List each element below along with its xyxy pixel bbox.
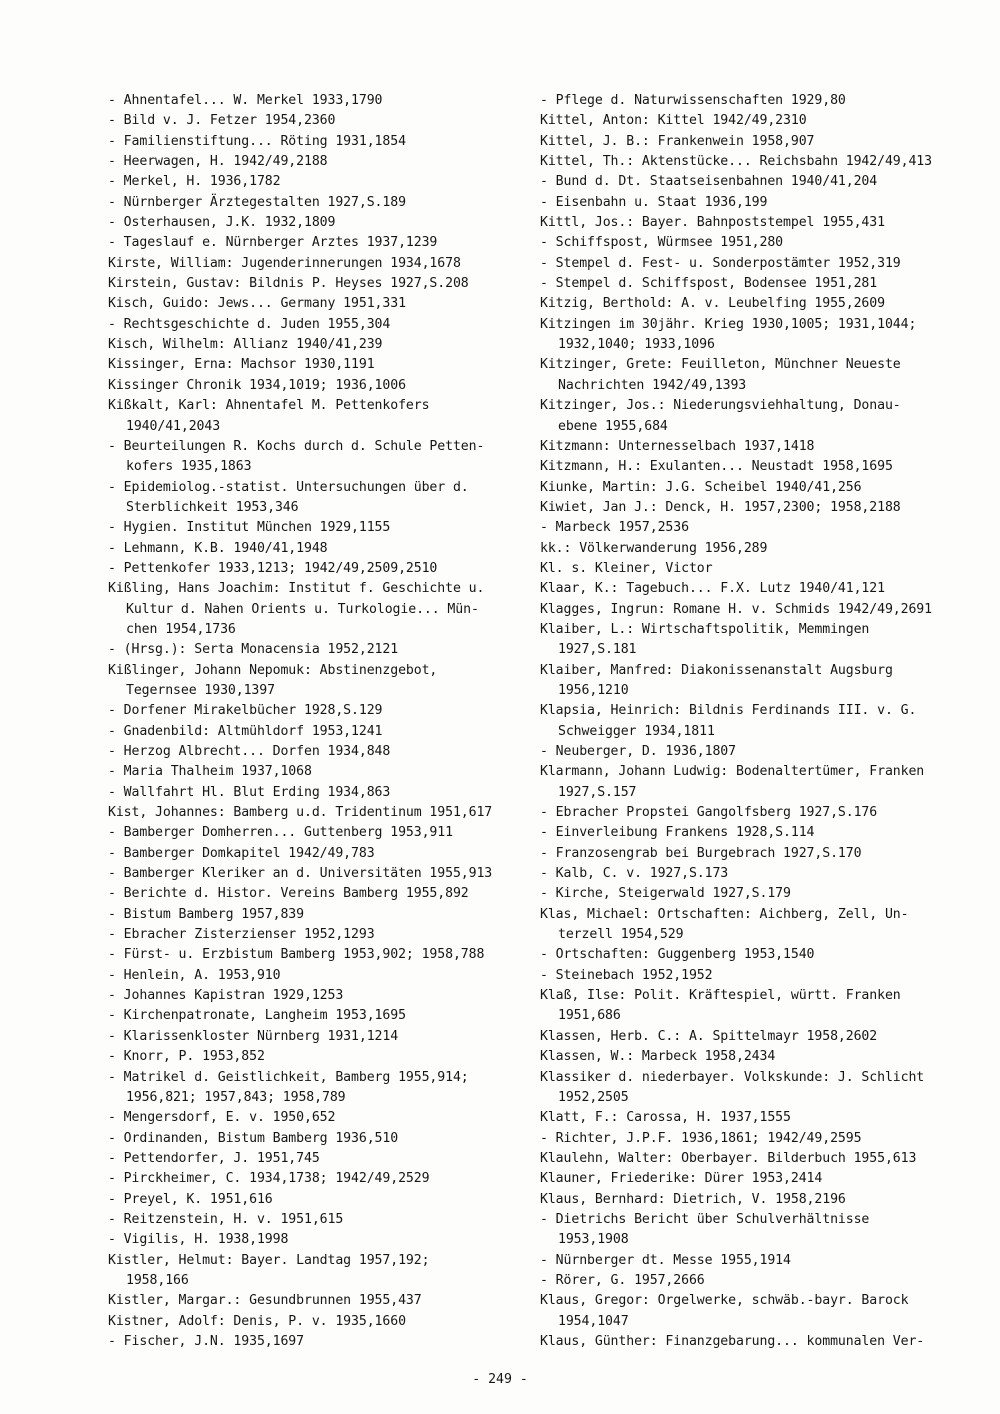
index-entry-continuation: kofers 1935,1863 [126,459,252,475]
index-entry [108,925,523,945]
index-entry-text: - Kirchenpatronate, Langheim 1953,1695 [108,1008,406,1024]
index-entry-text: - Eisenbahn u. Staat 1936,199 [540,194,768,210]
index-entry-text: Klassen, Herb. C.: A. Spittelmayr 1958,2602 [540,1028,878,1044]
index-entry-text: Klaiber, L.: Wirtschaftspolitik, Memmingen [540,621,870,637]
index-entry-text: Kißling, Hans Joachim: Institut f. Geschichte u. [108,581,485,597]
index-entry-text: - Rörer, G. 1957,2666 [540,1272,705,1288]
index-entry [540,91,980,111]
index-entry-text: - Fischer, J.N. 1935,1697 [108,1333,304,1349]
index-entry [540,539,980,559]
index-entry-text: - Preyel, K. 1951,616 [108,1191,273,1207]
index-entry [108,1169,523,1189]
index-entry [108,1108,523,1128]
index-entry-text: Klaus, Bernhard: Dietrich, V. 1958,2196 [540,1191,846,1207]
index-entry-continuation: Nachrichten 1942/49,1393 [558,377,747,393]
index-entry-text: Klatt, F.: Carossa, H. 1937,1555 [540,1110,791,1126]
index-entry-text: Kirstein, Gustav: Bildnis P. Heyses 1927,S.208 [108,276,469,292]
index-entry [108,376,523,396]
index-entry-text: Klagges, Ingrun: Romane H. v. Schmids 1942/49,2691 [540,601,932,617]
index-entry-text: - Maria Thalheim 1937,1068 [108,764,312,780]
index-entry-text: Klaus, Günther: Finanzgebarung... kommunalen Ver- [540,1333,925,1349]
index-entry-text: - Kalb, C. v. 1927,S.173 [540,866,729,882]
index-entry [108,478,523,519]
index-entry [540,233,980,253]
index-entry-text: - Bamberger Domkapitel 1942/49,783 [108,845,375,861]
index-entry [108,274,523,294]
index-entry [108,722,523,742]
index-entry [108,152,523,172]
index-entry-text: Kittl, Jos.: Bayer. Bahnpoststempel 1955,431 [540,215,885,231]
index-entry-text: Kittel, J. B.: Frankenwein 1958,907 [540,133,815,149]
index-entry [540,986,980,1027]
index-entry [108,1149,523,1169]
index-entry [540,294,980,314]
index-entry [108,1251,523,1292]
index-entry [540,966,980,986]
index-entry-text: - Bamberger Domherren... Guttenberg 1953,911 [108,825,453,841]
index-entry-text: Kisch, Guido: Jews... Germany 1951,331 [108,296,406,312]
index-entry [108,539,523,559]
index-entry [540,254,980,274]
index-entry-continuation: 1952,2505 [558,1089,629,1105]
index-entry-text: - Matrikel d. Geistlichkeit, Bamberg 1955,914; [108,1069,469,1085]
index-entry [108,315,523,335]
index-entry [540,457,980,477]
index-entry-text: Klarmann, Johann Ludwig: Bodenaltertümer, Franken [540,764,925,780]
index-entry [108,518,523,538]
index-entry [540,213,980,233]
index-entry [540,742,980,762]
index-entry-continuation: ebene 1955,684 [558,418,668,434]
index-entry-text: - Fürst- u. Erzbistum Bamberg 1953,902; 1958,788 [108,947,485,963]
index-entry [540,762,980,803]
index-entry-continuation: Kultur d. Nahen Orients u. Turkologie... Mün- [126,601,479,617]
index-entry [540,315,980,356]
index-entry-text: - Neuberger, D. 1936,1807 [540,744,736,759]
index-entry-text: - Ahnentafel... W. Merkel 1933,1790 [108,93,383,108]
index-entry [540,172,980,192]
index-entry-text: - Bild v. J. Fetzer 1954,2360 [108,113,336,129]
index-entry-text: - Pettenkofer 1933,1213; 1942/49,2509,2510 [108,560,438,576]
index-entry [108,1230,523,1250]
index-entry [540,559,980,579]
index-entry-text: - Ordinanden, Bistum Bamberg 1936,510 [108,1130,399,1146]
index-entry-text: - Dorfener Mirakelbücher 1928,S.129 [108,703,383,719]
index-entry [540,1271,980,1291]
index-entry [540,111,980,131]
index-entry-text: Kitzig, Berthold: A. v. Leubelfing 1955,2609 [540,296,885,312]
index-entry [108,111,523,131]
index-entry-text: - Nürnberger dt. Messe 1955,1914 [540,1252,791,1268]
index-entry-text: Klaar, K.: Tagebuch... F.X. Lutz 1940/41,121 [540,581,885,597]
index-entry-text: - Kirche, Steigerwald 1927,S.179 [540,886,791,902]
index-entry-text: - Marbeck 1957,2536 [540,520,689,536]
index-entry [540,478,980,498]
index-entry [540,864,980,884]
index-entry-continuation: 1927,S.157 [558,784,637,800]
index-entry-text: Kirste, William: Jugenderinnerungen 1934,1678 [108,255,461,271]
index-entry [108,355,523,375]
index-entry-text: - Ebracher Zisterzienser 1952,1293 [108,927,375,943]
index-entry-text: kk.: Völkerwanderung 1956,289 [540,540,768,556]
index-entry-text: - Mengersdorf, E. v. 1950,652 [108,1110,336,1126]
index-entry [540,1210,980,1251]
index-entry [540,844,980,864]
index-entry [108,803,523,823]
index-entry-text: Kl. s. Kleiner, Victor [540,560,713,576]
index-entry-text: Klassiker d. niederbayer. Volkskunde: J. Schlicht [540,1069,925,1085]
index-entry-text: Klapsia, Heinrich: Bildnis Ferdinands III. v. G. [540,703,917,719]
index-entry [108,132,523,152]
index-entry [540,152,980,172]
index-entry [540,1291,980,1332]
index-entry-text: Kitzinger, Grete: Feuilleton, Münchner Neueste [540,357,901,373]
index-entry-text: - Lehmann, K.B. 1940/41,1948 [108,540,328,556]
index-entry-text: - Franzosengrab bei Burgebrach 1927,S.170 [540,845,862,861]
index-entry [108,1129,523,1149]
index-entry [108,1291,523,1311]
index-entry [108,233,523,253]
index-entry-text: Klaulehn, Walter: Oberbayer. Bilderbuch 1955,613 [540,1150,917,1166]
index-entry-text: - Pettendorfer, J. 1951,745 [108,1150,320,1166]
index-entry [540,600,980,620]
index-entry-text: - Schiffspost, Würmsee 1951,280 [540,235,784,251]
index-entry [108,661,523,702]
index-entry [108,1312,523,1332]
index-entry-text: - Ebracher Propstei Gangolfsberg 1927,S.176 [540,805,878,821]
index-entry-text: Kißlinger, Johann Nepomuk: Abstinenzgebot, [108,662,438,678]
index-entry [540,1190,980,1210]
index-entry [108,579,523,640]
right-column [540,91,980,1352]
index-entry [540,437,980,457]
index-entry [108,966,523,986]
index-entry-text: Kitzmann: Unternesselbach 1937,1418 [540,438,815,454]
index-entry [108,1332,523,1352]
index-entry [108,844,523,864]
index-entry-text: Kißkalt, Karl: Ahnentafel M. Pettenkofers [108,398,430,414]
index-entry-text: Klauner, Friederike: Dürer 1953,2414 [540,1171,823,1187]
index-entry-text: Kissinger, Erna: Machsor 1930,1191 [108,357,375,373]
index-entry-continuation: 1958,166 [126,1272,189,1288]
index-entry-text: - Beurteilungen R. Kochs durch d. Schule Petten- [108,438,485,454]
index-entry-text: - Stempel d. Schiffspost, Bodensee 1951,281 [540,276,878,292]
index-entry [108,986,523,1006]
index-entry-continuation: 1932,1040; 1933,1096 [558,337,715,353]
index-entry [540,1169,980,1189]
index-entry [108,437,523,478]
index-entry-continuation: 1927,S.181 [558,642,637,658]
index-entry-text: - Reitzenstein, H. v. 1951,615 [108,1211,344,1227]
index-entry-text: - Epidemiolog.-statist. Untersuchungen über d. [108,479,469,495]
index-entry-text: Klassen, W.: Marbeck 1958,2434 [540,1049,776,1065]
index-entry-continuation: Sterblichkeit 1953,346 [126,499,299,515]
index-entry [540,701,980,742]
index-entry-text: - Bistum Bamberg 1957,839 [108,906,304,922]
left-column [108,91,523,1352]
index-entry-text: Kitzingen im 30jähr. Krieg 1930,1005; 1931,1044; [540,316,917,332]
index-entry-text: Kissinger Chronik 1934,1019; 1936,1006 [108,377,406,393]
index-entry-text: - Johannes Kapistran 1929,1253 [108,988,344,1004]
index-entry-text: Klaß, Ilse: Polit. Kräftespiel, württ. Franken [540,988,901,1004]
index-entry-text: - Familienstiftung... Röting 1931,1854 [108,133,406,149]
index-entry-text: Klas, Michael: Ortschaften: Aichberg, Zell, Un- [540,906,909,922]
index-entry-continuation: 1953,1908 [558,1232,629,1248]
index-entry-text: - (Hrsg.): Serta Monacensia 1952,2121 [108,642,399,658]
index-entry-continuation: Tegernsee 1930,1397 [126,682,275,698]
index-entry-text: Kistner, Adolf: Denis, P. v. 1935,1660 [108,1313,406,1329]
index-entry [108,213,523,233]
index-entry-text: - Nürnberger Ärztegestalten 1927,S.189 [108,194,406,210]
index-entry-text: - Knorr, P. 1953,852 [108,1049,265,1065]
index-entry [540,355,980,396]
index-entry [540,884,980,904]
index-entry-text: - Ortschaften: Guggenberg 1953,1540 [540,947,815,963]
index-entry [108,1006,523,1026]
index-entry [540,823,980,843]
index-entry-text: - Merkel, H. 1936,1782 [108,174,281,190]
index-entry-continuation: terzell 1954,529 [558,927,684,943]
index-entry [540,1332,980,1352]
index-entry-text: - Klarissenkloster Nürnberg 1931,1214 [108,1028,399,1044]
index-entry-text: - Heerwagen, H. 1942/49,2188 [108,154,328,170]
index-entry-text: Kittel, Th.: Aktenstücke... Reichsbahn 1942/49,413 [540,154,932,170]
index-entry-continuation: 1940/41,2043 [126,418,221,434]
index-entry [540,274,980,294]
index-entry [540,193,980,213]
index-entry-text: Kittel, Anton: Kittel 1942/49,2310 [540,113,807,129]
index-entry [540,498,980,518]
index-entry [108,172,523,192]
index-entry-continuation: 1954,1047 [558,1313,629,1329]
index-entry [540,905,980,946]
index-entry [108,91,523,111]
index-entry-text: Kiwiet, Jan J.: Denck, H. 1957,2300; 1958,2188 [540,499,901,515]
index-entry [540,396,980,437]
index-entry [108,1027,523,1047]
index-entry [540,803,980,823]
index-entry-text: - Richter, J.P.F. 1936,1861; 1942/49,2595 [540,1130,862,1146]
index-entry [540,620,980,661]
index-entry [108,1210,523,1230]
index-entry [108,1047,523,1067]
index-entry-continuation: 1951,686 [558,1008,621,1024]
index-entry-text: - Vigilis, H. 1938,1998 [108,1232,289,1248]
index-entry [108,701,523,721]
index-entry-continuation: 1956,1210 [558,682,629,698]
index-entry [108,335,523,355]
index-entry [108,783,523,803]
index-entry-text: Kistler, Helmut: Bayer. Landtag 1957,192; [108,1252,430,1268]
index-entry-continuation: Schweigger 1934,1811 [558,723,715,739]
index-entry [108,864,523,884]
index-entry [108,254,523,274]
index-entry [108,1068,523,1109]
index-entry-text: - Tageslauf e. Nürnberger Arztes 1937,1239 [108,235,438,251]
index-entry-text: - Osterhausen, J.K. 1932,1809 [108,215,336,231]
index-entry [540,1149,980,1169]
index-entry [540,1068,980,1109]
index-entry-text: Klaiber, Manfred: Diakonissenanstalt Augsburg [540,662,893,678]
index-entry [108,742,523,762]
index-entry-text: - Stempel d. Fest- u. Sonderpostämter 1952,319 [540,255,901,271]
index-entry [108,294,523,314]
index-entry [540,1027,980,1047]
index-entry [540,661,980,702]
index-entry-text: - Hygien. Institut München 1929,1155 [108,520,391,536]
index-entry [108,884,523,904]
index-entry-text: Klaus, Gregor: Orgelwerke, schwäb.-bayr. Barock [540,1293,909,1309]
index-entry [108,1190,523,1210]
index-entry-text: - Einverleibung Frankens 1928,S.114 [540,825,815,841]
page-number: - 249 - [472,1372,528,1387]
index-entry-text: - Steinebach 1952,1952 [540,967,713,983]
index-entry [540,1108,980,1128]
index-entry [540,1129,980,1149]
index-entry [540,1251,980,1271]
index-entry-text: - Bamberger Kleriker an d. Universitäten 1955,913 [108,866,493,882]
index-entry [108,905,523,925]
index-entry [108,396,523,437]
index-entry [108,193,523,213]
index-entry [540,579,980,599]
index-entry-continuation: chen 1954,1736 [126,621,236,637]
index-entry-text: - Rechtsgeschichte d. Juden 1955,304 [108,316,391,332]
index-entry-text: Kist, Johannes: Bamberg u.d. Tridentinum 1951,617 [108,805,493,821]
index-entry-continuation: 1956,821; 1957,843; 1958,789 [126,1089,346,1105]
index-entry-text: Kistler, Margar.: Gesundbrunnen 1955,437 [108,1293,422,1309]
index-entry-text: Kisch, Wilhelm: Allianz 1940/41,239 [108,337,383,353]
index-entry [540,518,980,538]
index-entry-text: - Berichte d. Histor. Vereins Bamberg 1955,892 [108,886,469,902]
index-entry [540,132,980,152]
index-entry-text: - Bund d. Dt. Staatseisenbahnen 1940/41,204 [540,174,878,190]
index-entry-text: - Henlein, A. 1953,910 [108,967,281,983]
index-entry [540,945,980,965]
index-entry [108,823,523,843]
index-entry-text: Kitzinger, Jos.: Niederungsviehhaltung, Donau- [540,398,901,414]
index-entry [108,762,523,782]
index-entry [108,559,523,579]
index-entry-text: Kiunke, Martin: J.G. Scheibel 1940/41,256 [540,479,862,495]
index-entry [540,1047,980,1067]
index-entry [108,640,523,660]
index-entry [108,945,523,965]
index-entry-text: - Pirckheimer, C. 1934,1738; 1942/49,2529 [108,1171,430,1187]
index-entry-text: - Herzog Albrecht... Dorfen 1934,848 [108,744,391,759]
index-entry-text: Kitzmann, H.: Exulanten... Neustadt 1958,1695 [540,459,893,475]
index-entry-text: - Pflege d. Naturwissenschaften 1929,80 [540,93,846,108]
index-entry-text: - Wallfahrt Hl. Blut Erding 1934,863 [108,784,391,800]
index-entry-text: - Dietrichs Bericht über Schulverhältnisse [540,1211,870,1227]
index-entry-text: - Gnadenbild: Altmühldorf 1953,1241 [108,723,383,739]
